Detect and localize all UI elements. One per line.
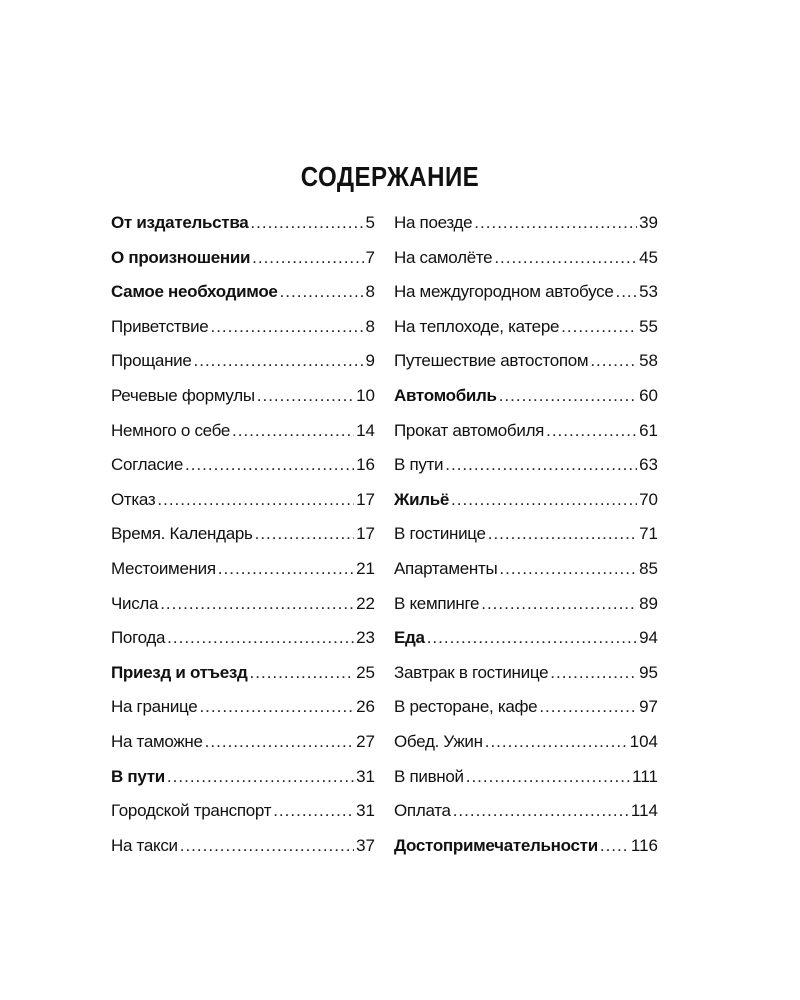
toc-section-entry[interactable]: [111, 241, 375, 276]
toc-entry-page-number: 5: [365, 213, 375, 232]
toc-entry[interactable]: [394, 690, 658, 725]
toc-entry-label: На теплоходе, катере: [394, 316, 560, 336]
toc-entry-label: На междугородном автобусе: [394, 282, 614, 302]
toc-entry[interactable]: [394, 517, 658, 552]
toc-section-entry[interactable]: [111, 275, 375, 310]
toc-entry[interactable]: [111, 690, 375, 725]
toc-entry-label: В гостинице: [394, 524, 486, 544]
toc-entry-label: На поезде: [394, 213, 473, 232]
toc-entry-label: Числа: [111, 593, 159, 613]
dot-leader: [210, 310, 363, 345]
toc-entry-label: В пивной: [394, 766, 464, 786]
toc-entry[interactable]: [394, 760, 658, 795]
toc-entry-label: Согласие: [111, 455, 183, 475]
toc-entry[interactable]: [111, 344, 375, 379]
toc-entry-label: Автомобиль: [394, 385, 497, 405]
toc-entry-page-number: 37: [356, 835, 375, 855]
toc-entry[interactable]: [111, 552, 375, 587]
toc-entry-label: В пути: [111, 766, 165, 786]
dot-leader: [250, 206, 363, 241]
toc-entry-page-number: 63: [639, 455, 658, 475]
toc-entry[interactable]: [111, 517, 375, 552]
toc-entry-page-number: 71: [639, 524, 658, 544]
dot-leader: [445, 448, 637, 483]
toc-entry-page-number: 9: [365, 351, 375, 371]
toc-entry-page-number: 27: [356, 731, 375, 751]
toc-entry-page-number: 16: [356, 455, 375, 475]
dot-leader: [252, 241, 363, 276]
toc-entry-page-number: 10: [356, 385, 375, 405]
toc-entry[interactable]: [394, 275, 658, 310]
toc-entry-label: Жильё: [394, 489, 450, 509]
dot-leader: [590, 344, 637, 379]
toc-entry[interactable]: [394, 310, 658, 345]
toc-entry-label: Еда: [394, 628, 425, 648]
toc-entry-page-number: 70: [639, 489, 658, 509]
dot-leader: [273, 794, 354, 829]
toc-right-column: [394, 206, 658, 863]
toc-entry-page-number: 7: [365, 247, 375, 267]
toc-entry-page-number: 31: [356, 766, 375, 786]
dot-leader: [539, 690, 637, 725]
toc-entry-page-number: 31: [356, 801, 375, 821]
toc-entry-page-number: 111: [632, 766, 658, 786]
toc-entry[interactable]: [394, 656, 658, 691]
toc-entry-page-number: 39: [639, 213, 658, 232]
toc-entry[interactable]: [394, 344, 658, 379]
dot-leader: [494, 241, 637, 276]
toc-entry-label: Время. Календарь: [111, 524, 253, 544]
toc-section-entry[interactable]: [394, 379, 658, 414]
toc-entry-page-number: 85: [639, 558, 658, 578]
toc-entry-label: Немного о себе: [111, 420, 231, 440]
toc-entry-label: Приезд и отъезд: [111, 662, 248, 682]
dot-leader: [167, 621, 354, 656]
toc-entry-page-number: 53: [639, 282, 658, 302]
dot-leader: [205, 725, 354, 760]
toc-entry-page-number: 26: [356, 697, 375, 717]
toc-entry-page-number: 17: [356, 524, 375, 544]
dot-leader: [257, 379, 354, 414]
dot-leader: [499, 379, 637, 414]
dot-leader: [185, 448, 354, 483]
toc-entry-label: Отказ: [111, 489, 156, 509]
toc-entry[interactable]: [394, 448, 658, 483]
dot-leader: [474, 206, 637, 241]
toc-entry-label: От издательства: [111, 213, 249, 232]
toc-entry-page-number: 95: [639, 662, 658, 682]
dot-leader: [485, 725, 628, 760]
toc-entry-page-number: 45: [639, 247, 658, 267]
toc-entry-label: Завтрак в гостинице: [394, 662, 549, 682]
toc-entry-page-number: 17: [356, 489, 375, 509]
toc-entry[interactable]: [111, 829, 375, 864]
toc-entry-label: Обед. Ужин: [394, 731, 483, 751]
dot-leader: [600, 829, 629, 864]
toc-entry[interactable]: [394, 552, 658, 587]
toc-entry[interactable]: [111, 794, 375, 829]
toc-entry-page-number: 116: [630, 835, 658, 855]
toc-entry[interactable]: [394, 794, 658, 829]
toc-entry-page-number: 61: [639, 420, 658, 440]
dot-leader: [615, 275, 637, 310]
toc-entry-label: Апартаменты: [394, 558, 498, 578]
dot-leader: [255, 517, 354, 552]
toc-entry-page-number: 14: [356, 420, 375, 440]
toc-entry-label: Достопримечательности: [394, 835, 598, 855]
toc-entry[interactable]: [394, 414, 658, 449]
toc-entry-label: На таможне: [111, 731, 203, 751]
toc-entry[interactable]: [111, 621, 375, 656]
toc-entry-label: Речевые формулы: [111, 385, 255, 405]
toc-entry[interactable]: [394, 241, 658, 276]
toc-entry-label: На границе: [111, 697, 198, 717]
toc-entry[interactable]: [111, 414, 375, 449]
dot-leader: [481, 587, 637, 622]
dot-leader: [180, 829, 354, 864]
dot-leader: [280, 275, 364, 310]
page-title: СОДЕРЖАНИЕ: [300, 160, 480, 192]
dot-leader: [250, 656, 355, 691]
toc-entry-label: На такси: [111, 835, 178, 855]
dot-leader: [157, 483, 354, 518]
toc-entry-label: Городской транспорт: [111, 801, 272, 821]
toc-entry-label: Местоимения: [111, 558, 216, 578]
toc-entry[interactable]: [111, 483, 375, 518]
toc-entry-label: Прокат автомобиля: [394, 420, 545, 440]
toc-section-entry[interactable]: [111, 656, 375, 691]
dot-leader: [218, 552, 354, 587]
toc-entry-page-number: 60: [639, 385, 658, 405]
toc-left-column: [111, 206, 375, 863]
toc-section-entry[interactable]: [111, 760, 375, 795]
dot-leader: [194, 344, 364, 379]
toc-entry-page-number: 8: [365, 316, 375, 336]
dot-leader: [451, 483, 637, 518]
toc-entry[interactable]: [111, 310, 375, 345]
dot-leader: [499, 552, 637, 587]
dot-leader: [550, 656, 637, 691]
dot-leader: [167, 760, 354, 795]
toc-entry-page-number: 104: [629, 731, 658, 751]
toc-section-entry[interactable]: [111, 206, 375, 241]
toc-entry-page-number: 22: [356, 593, 375, 613]
toc-section-entry[interactable]: [394, 621, 658, 656]
toc-entry-page-number: 8: [365, 282, 375, 302]
toc-entry-page-number: 58: [639, 351, 658, 371]
toc-entry-label: Прощание: [111, 351, 192, 371]
toc-entry-label: Самое необходимое: [111, 282, 278, 302]
toc-entry-label: Приветствие: [111, 316, 209, 336]
toc-entry-label: В кемпинге: [394, 593, 480, 613]
toc-entry-label: Погода: [111, 628, 166, 648]
toc-entry-page-number: 89: [639, 593, 658, 613]
toc-entry[interactable]: [394, 206, 658, 241]
toc-entry[interactable]: [394, 587, 658, 622]
toc-entry[interactable]: [111, 587, 375, 622]
toc-entry-label: В ресторане, кафе: [394, 697, 538, 717]
toc-entry[interactable]: [394, 725, 658, 760]
toc-entry-label: Оплата: [394, 801, 451, 821]
toc-entry-page-number: 25: [356, 662, 375, 682]
dot-leader: [546, 414, 637, 449]
toc-entry-page-number: 55: [639, 316, 658, 336]
toc-entry-page-number: 23: [356, 628, 375, 648]
dot-leader: [427, 621, 637, 656]
toc-entry[interactable]: [111, 725, 375, 760]
toc-entry[interactable]: [111, 448, 375, 483]
toc-entry-label: На самолёте: [394, 247, 493, 267]
dot-leader: [453, 794, 629, 829]
dot-leader: [561, 310, 637, 345]
dot-leader: [199, 690, 354, 725]
toc-section-entry[interactable]: [394, 483, 658, 518]
toc-entry-page-number: 97: [639, 697, 658, 717]
toc-entry[interactable]: [111, 379, 375, 414]
toc-entry-label: О произношении: [111, 247, 251, 267]
toc-entry-page-number: 94: [639, 628, 658, 648]
toc-entry-label: Путешествие автостопом: [394, 351, 589, 371]
toc-entry-page-number: 114: [630, 801, 658, 821]
dot-leader: [488, 517, 637, 552]
dot-leader: [466, 760, 630, 795]
toc-section-entry[interactable]: [394, 829, 658, 864]
dot-leader: [160, 587, 354, 622]
toc-entry-page-number: 21: [356, 558, 375, 578]
dot-leader: [232, 414, 354, 449]
toc-entry-label: В пути: [394, 455, 444, 475]
